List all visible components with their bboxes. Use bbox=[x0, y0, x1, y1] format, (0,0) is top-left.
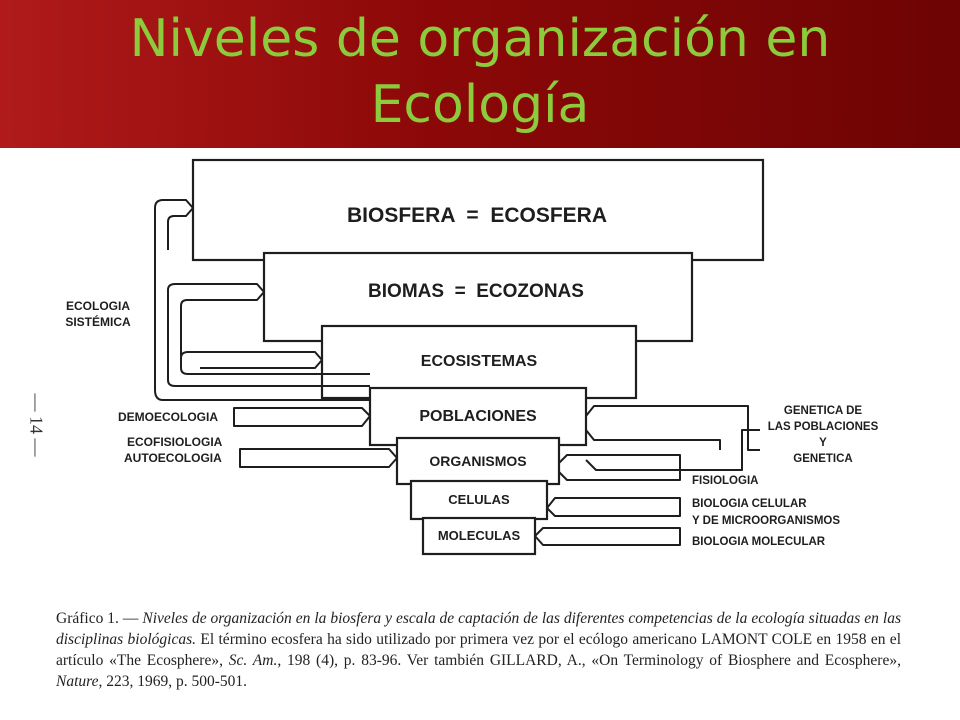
arrow-genetica-poblaciones bbox=[586, 406, 760, 450]
level-label-biomas: BIOMAS = ECOZONAS bbox=[368, 281, 584, 302]
caption-text-1: El término ecosfera ha sido utilizado por primera vez por el ecólogo americano LAMONT COLE en 1958 en el artículo «The Ecosphere», bbox=[56, 631, 901, 669]
page-number bbox=[16, 390, 56, 460]
arrow-genetica-bracket bbox=[586, 430, 760, 470]
slide-title bbox=[0, 6, 960, 138]
label-genetica-2: LAS POBLACIONES bbox=[767, 421, 879, 433]
label-demoecologia: DEMOECOLOGIA bbox=[118, 410, 219, 424]
slide-title-line-1: Niveles de organización en bbox=[129, 9, 831, 69]
label-biologia-celular-1: BIOLOGIA CELULAR bbox=[692, 498, 807, 510]
label-genetica-3: Y bbox=[819, 437, 827, 449]
arrow-genetica-organismos bbox=[586, 430, 720, 450]
level-label-ecosistemas: ECOSISTEMAS bbox=[420, 353, 538, 370]
caption-text-2: , 198 (4), p. 83-96. Ver también GILLARD, A., «On Terminology of Biosphere and Ecosphere», bbox=[277, 652, 901, 669]
level-label-biosfera: BIOSFERA = ECOSFERA bbox=[346, 204, 608, 227]
arrow-sistemica-biosfera-inner bbox=[168, 208, 193, 250]
figure-caption bbox=[56, 608, 901, 692]
level-label-moleculas: MOLECULAS bbox=[437, 528, 521, 543]
slide-title-line-2: Ecología bbox=[370, 75, 590, 135]
title-bar bbox=[0, 0, 960, 148]
arrow-biologia-celular bbox=[547, 498, 680, 516]
organization-levels-diagram bbox=[0, 148, 960, 593]
level-label-poblaciones: POBLACIONES bbox=[419, 408, 537, 425]
arrow-sistemica-ecosistemas-inner bbox=[200, 360, 322, 368]
label-ecologia-sistemica-2: SISTÉMICA bbox=[65, 315, 131, 329]
label-biologia-molecular: BIOLOGIA MOLECULAR bbox=[692, 536, 826, 548]
arrow-biologia-molecular bbox=[535, 528, 680, 545]
level-label-celulas: CELULAS bbox=[448, 492, 510, 507]
arrow-sistemica-biomas-inner bbox=[181, 292, 264, 356]
caption-lead: Gráfico 1. — bbox=[56, 610, 143, 627]
caption-italic-1: Niveles de organización en la biosfera y escala de captación de las diferentes competencias de la ecología situadas en las disciplinas biológicas. bbox=[56, 610, 901, 648]
arrow-fisiologia bbox=[559, 455, 680, 480]
label-ecofisiologia: ECOFISIOLOGIA bbox=[127, 435, 223, 449]
caption-italic-2: Sc. Am. bbox=[228, 652, 278, 669]
label-biologia-celular-2: Y DE MICROORGANISMOS bbox=[692, 515, 841, 527]
arrow-ecofisiologia bbox=[240, 449, 397, 467]
label-autoecologia: AUTOECOLOGIA bbox=[124, 451, 222, 465]
caption-italic-3: Nature bbox=[56, 673, 99, 690]
label-fisiologia: FISIOLOGIA bbox=[692, 475, 759, 487]
arrow-demoecologia bbox=[234, 408, 370, 426]
label-genetica-1: GENETICA DE bbox=[783, 405, 863, 417]
level-label-organismos: ORGANISMOS bbox=[429, 453, 527, 469]
page-number-text: — 14 — bbox=[26, 393, 47, 457]
caption-text-3: , 223, 1969, p. 500-501. bbox=[98, 673, 248, 690]
label-genetica-4: GENETICA bbox=[793, 453, 853, 465]
label-ecologia-sistemica-1: ECOLOGIA bbox=[65, 299, 131, 313]
